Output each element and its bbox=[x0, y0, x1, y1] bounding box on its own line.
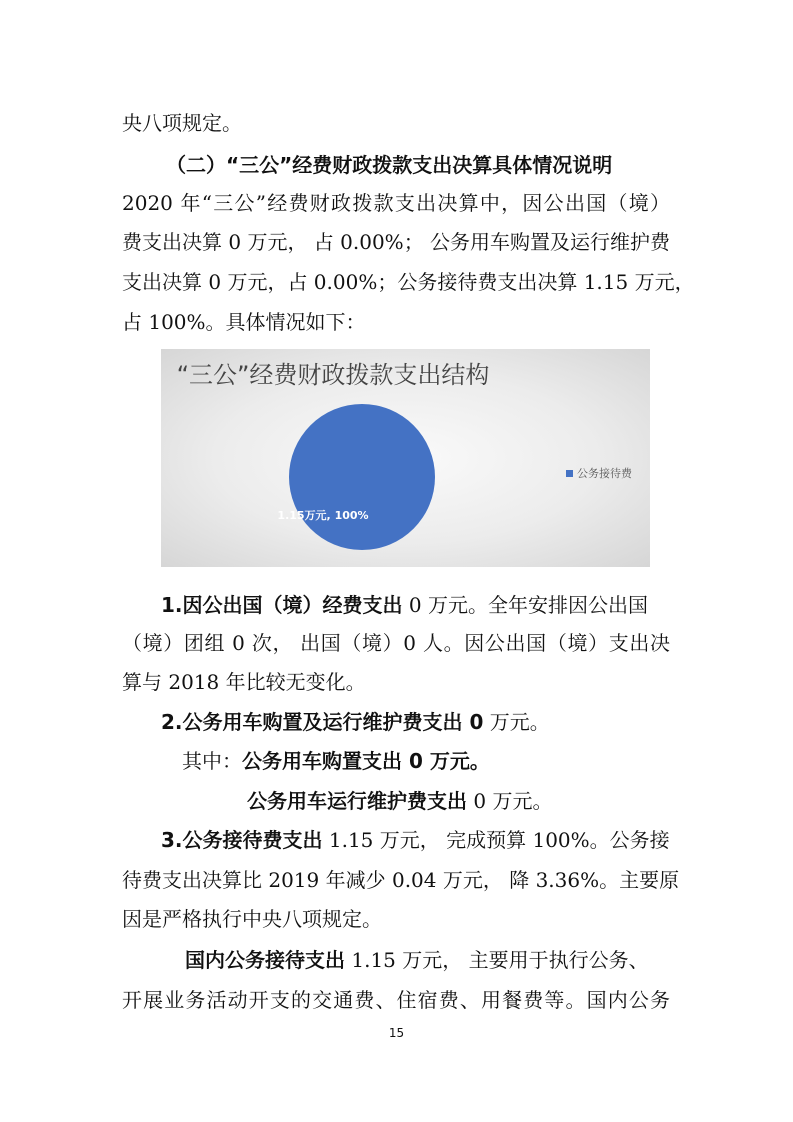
paragraph-line-4: 占 100%。具体情况如下： bbox=[122, 310, 366, 334]
paragraph-line-1: 2020 年“三公”经费财政拨款支出决算中，因公出国（境） bbox=[122, 191, 670, 215]
chart-title: “三公”经费财政拨款支出结构 bbox=[176, 361, 490, 389]
paragraph-line-3: 支出决算 0 万元，占 0.00%；公务接待费支出决算 1.15 万元， bbox=[122, 270, 695, 294]
text-line-1: 央八项规定。 bbox=[122, 111, 242, 135]
pie-slice-0 bbox=[289, 404, 435, 550]
pie-chart-svg bbox=[161, 349, 650, 567]
section-3-text: 1.15 万元， 完成预算 100%。公务接 bbox=[322, 828, 670, 852]
section-1-line-2: （境）团组 0 次， 出国（境）0 人。因公出国（境）支出决 bbox=[122, 631, 670, 655]
section-2-sub-2-bold: 公务用车运行维护费支出 bbox=[247, 789, 467, 813]
legend-swatch-0 bbox=[566, 470, 573, 477]
section-3-line-2: 待费支出决算比 2019 年减少 0.04 万元， 降 3.36%。主要原 bbox=[122, 868, 680, 892]
section-2-sub-2 bbox=[247, 788, 552, 814]
pie-slices bbox=[289, 404, 435, 550]
section-1-text: 0 万元。全年安排因公出国 bbox=[402, 593, 648, 617]
section-3-line-1 bbox=[161, 827, 670, 853]
section-2-sub-1-text: 公务用车购置支出 0 万元。 bbox=[242, 749, 490, 773]
section-2-line-1 bbox=[161, 709, 550, 735]
page-number: 15 bbox=[388, 1026, 405, 1040]
section-2-sub-2-text: 0 万元。 bbox=[467, 789, 553, 813]
section-4-line-2: 开展业务活动开支的交通费、住宿费、用餐费等。国内公务 bbox=[122, 988, 670, 1012]
section-1-heading: 1.因公出国（境）经费支出 bbox=[161, 593, 403, 617]
section-4-heading: 国内公务接待支出 bbox=[185, 948, 345, 972]
section-3-line-3: 因是严格执行中央八项规定。 bbox=[122, 907, 382, 931]
section-heading-three-public: （二）“三公”经费财政拨款支出决算具体情况说明 bbox=[166, 153, 613, 177]
legend-label-0: 公务接待费 bbox=[577, 467, 632, 480]
pie-chart bbox=[161, 349, 650, 567]
section-1-line-1 bbox=[161, 592, 648, 618]
section-3-heading: 3.公务接待费支出 bbox=[161, 828, 323, 852]
section-2-sub-1 bbox=[182, 748, 490, 774]
section-2-sub-prefix: 其中： bbox=[182, 749, 242, 773]
section-4-line-1 bbox=[185, 947, 649, 973]
paragraph-line-2: 费支出决算 0 万元， 占 0.00%； 公务用车购置及运行维护费 bbox=[122, 230, 671, 254]
section-2-unit: 万元。 bbox=[483, 710, 550, 734]
slice-data-label: 1.15万元, 100% bbox=[277, 509, 369, 522]
section-2-heading: 2.公务用车购置及运行维护费支出 0 bbox=[161, 710, 484, 734]
chart-legend bbox=[566, 466, 633, 480]
section-1-line-3: 算与 2018 年比较无变化。 bbox=[122, 670, 366, 694]
section-4-text: 1.15 万元， 主要用于执行公务、 bbox=[345, 948, 649, 972]
